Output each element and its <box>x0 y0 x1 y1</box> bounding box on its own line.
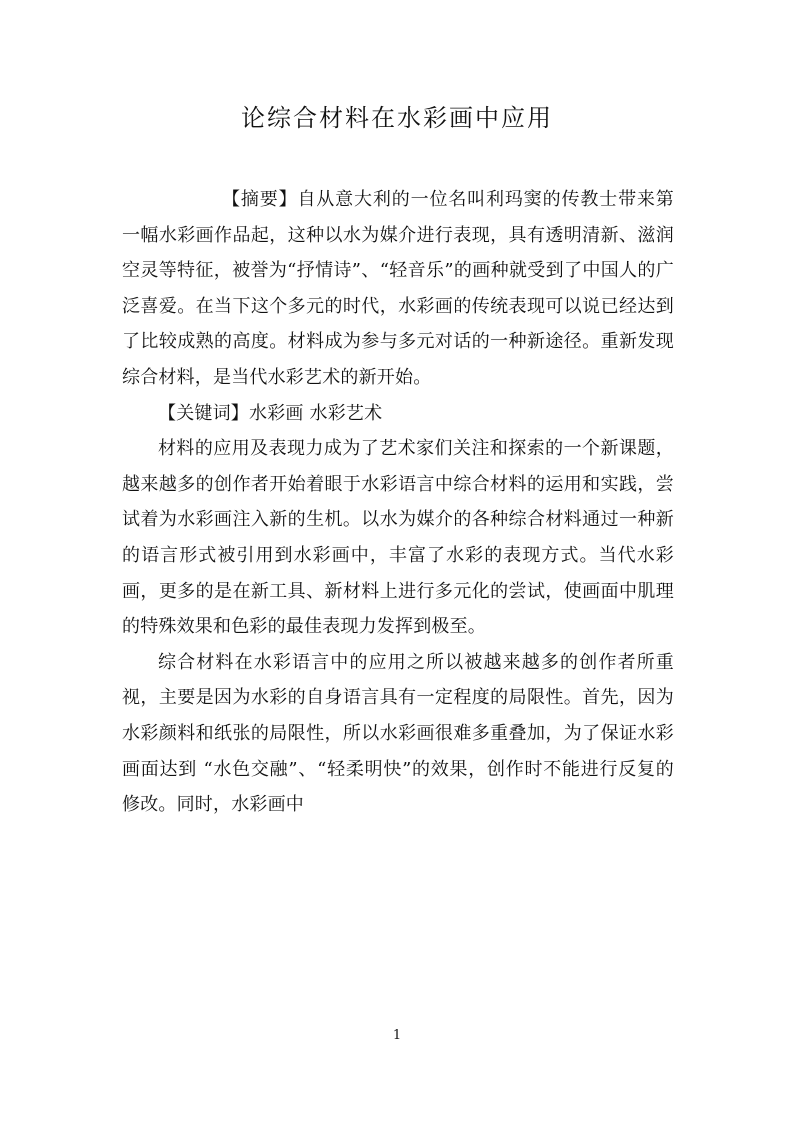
body-paragraph-2: 综合材料在水彩语言中的应用之所以被越来越多的创作者所重视，主要是因为水彩的自身语言具有一定程度的局限性。首先，因为水彩颜料和纸张的局限性，所以水彩画很难多重叠加，为了保证水彩画面达到 “水色交融”、“轻柔明快”的效果，创作时不能进行反复的修改。同时，水彩画中 <box>122 651 674 816</box>
document-body <box>122 182 674 823</box>
keywords-line: 【关键词】水彩画 水彩艺术 <box>158 402 383 424</box>
document-title: 论综合材料在水彩画中应用 <box>241 104 553 132</box>
body-paragraph-1: 材料的应用及表现力成为了艺术家们关注和探索的一个新课题，越来越多的创作者开始着眼于水彩语言中综合材料的运用和实践，尝试着为水彩画注入新的生机。以水为媒介的各种综合材料通过一种新的语言形式被引用到水彩画中，丰富了水彩的表现方式。当代水彩画，更多的是在新工具、新材料上进行多元化的尝试，使画面中肌理的特殊效果和色彩的最佳表现力发挥到极至。 <box>122 438 674 638</box>
page-number: 1 <box>392 1028 402 1043</box>
abstract-paragraph: 【摘要】自从意大利的一位名叫利玛窦的传教士带来第一幅水彩画作品起，这种以水为媒介进行表现，具有透明清新、滋润空灵等特征，被誉为“抒情诗”、“轻音乐”的画种就受到了中国人的广泛喜爱。在当下这个多元的时代，水彩画的传统表现可以说已经达到了比较成熟的高度。材料成为参与多元对话的一种新途径。重新发现综合材料，是当代水彩艺术的新开始。 <box>122 189 674 388</box>
